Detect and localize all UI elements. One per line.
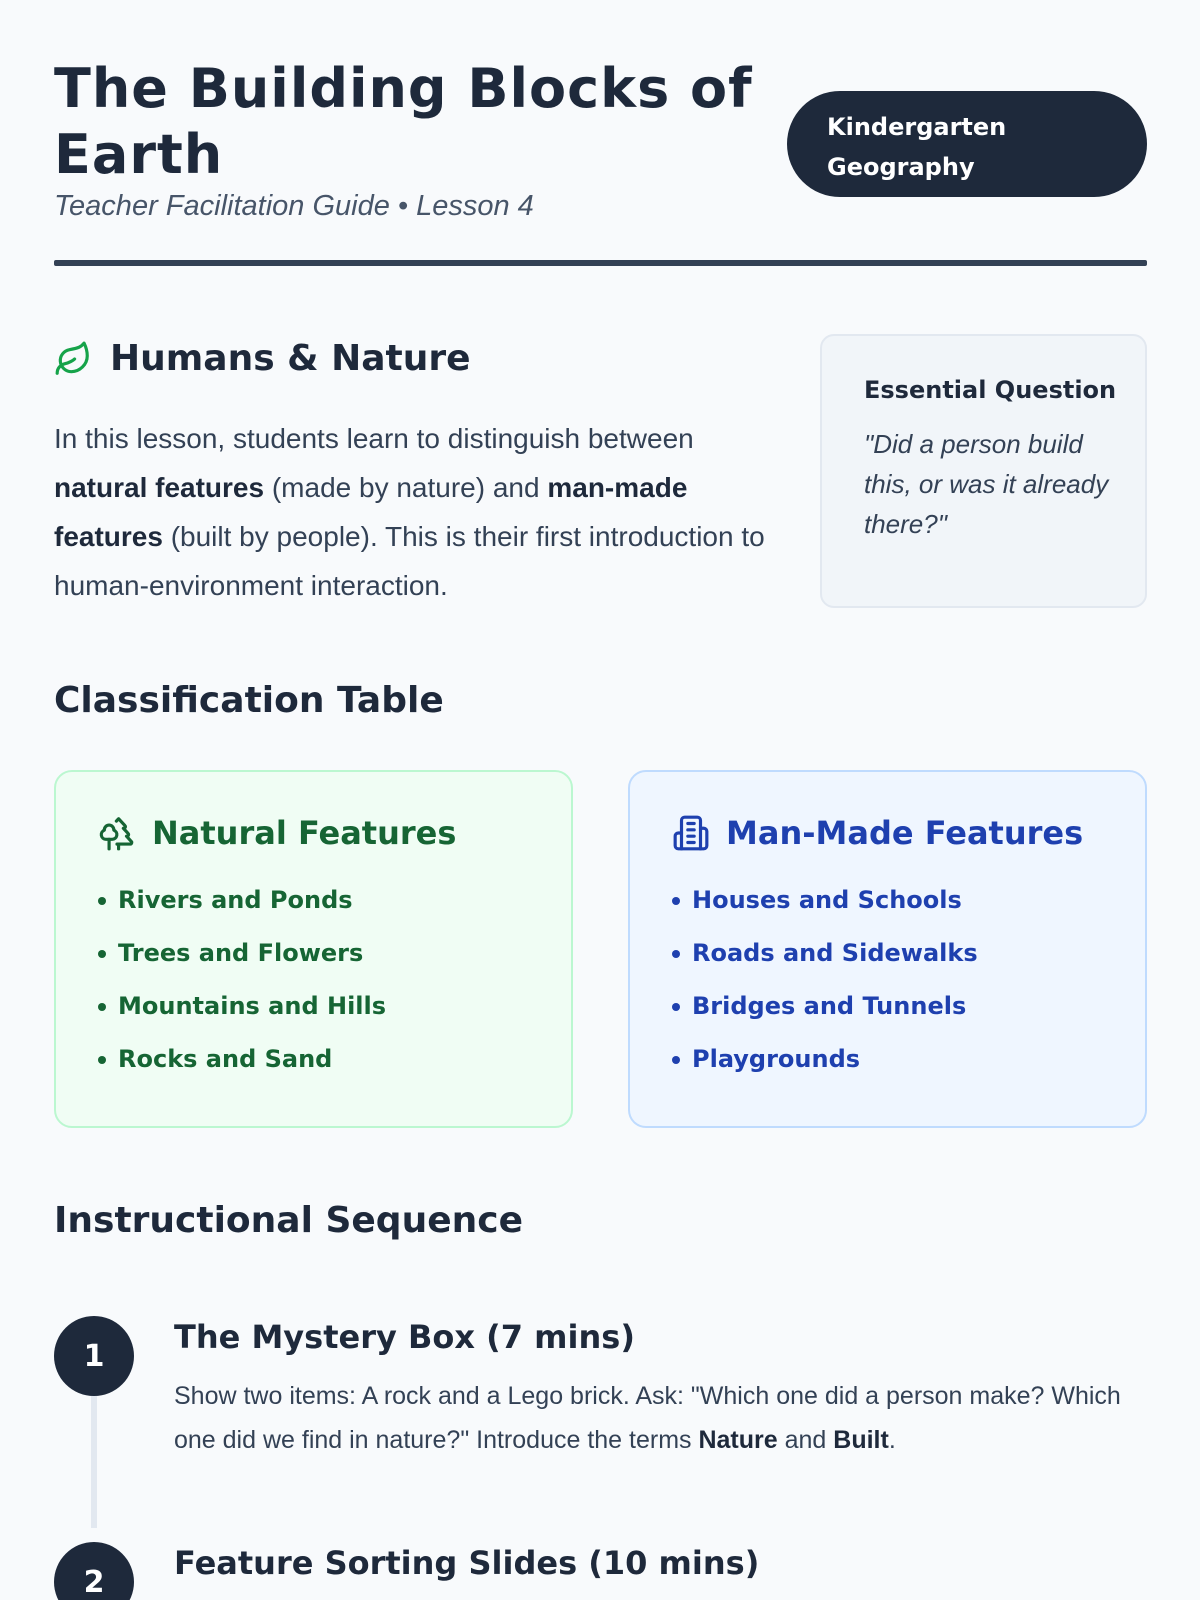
step-desc-text-1: Show two items: A rock and a Lego brick. Ask: "Which one did a person make? Which one did we find in nature?" Introduce the terms — [174, 1382, 1121, 1454]
sequence-heading: Instructional Sequence — [54, 1200, 524, 1241]
list-item — [98, 927, 571, 980]
intro-term-manmade: man-made features — [54, 472, 688, 552]
step-description-1 — [174, 1374, 1134, 1462]
step-number-2: 2 — [54, 1542, 134, 1600]
list-item-label: Trees and Flowers — [118, 939, 364, 967]
step-desc-text-3: . — [888, 1426, 896, 1454]
essential-question-title: Essential Question — [864, 376, 1117, 404]
header-divider — [54, 260, 1147, 266]
leaf-icon — [54, 340, 92, 378]
bullet-icon — [672, 1056, 680, 1064]
bullet-icon — [672, 897, 680, 905]
list-item — [672, 980, 1145, 1033]
manmade-features-list — [672, 874, 1145, 1086]
intro-paragraph — [54, 414, 774, 610]
list-item — [98, 980, 571, 1033]
manmade-features-header — [672, 814, 1145, 852]
list-item — [98, 1033, 571, 1086]
essential-question-text: "Did a person build this, or was it already there?" — [864, 429, 1109, 539]
list-item-label: Rocks and Sand — [118, 1045, 333, 1073]
badge-subject: Geography — [827, 153, 975, 181]
page-subtitle: Teacher Facilitation Guide • Lesson 4 — [54, 190, 534, 222]
bullet-icon — [98, 1056, 106, 1064]
step-desc-text-2: and — [777, 1426, 834, 1454]
manmade-features-title: Man-Made Features — [726, 814, 1084, 852]
step-title-1: The Mystery Box (7 mins) — [174, 1318, 635, 1356]
bullet-icon — [98, 950, 106, 958]
essential-question-box — [820, 334, 1147, 608]
intro-text-3: (built by people). This is their first introduction to human-environment interaction. — [54, 521, 765, 601]
intro-title: Humans & Nature — [110, 338, 471, 379]
list-item — [672, 1033, 1145, 1086]
list-item-label: Bridges and Tunnels — [692, 992, 967, 1020]
manmade-features-card — [628, 770, 1147, 1128]
step-term-nature: Nature — [698, 1426, 778, 1454]
grade-subject-badge — [787, 91, 1147, 197]
bullet-icon — [98, 897, 106, 905]
page-title: The Building Blocks of Earth — [54, 57, 753, 186]
step-number-1: 1 — [54, 1316, 134, 1396]
natural-features-card — [54, 770, 573, 1128]
bullet-icon — [672, 950, 680, 958]
badge-grade: Kindergarten — [827, 113, 1007, 141]
list-item — [98, 874, 571, 927]
intro-text-2: (made by nature) and — [264, 472, 548, 503]
classification-heading: Classification Table — [54, 680, 444, 721]
natural-features-header — [98, 814, 571, 852]
bullet-icon — [672, 1003, 680, 1011]
intro-heading — [54, 338, 471, 379]
building-icon — [672, 814, 710, 852]
natural-features-title: Natural Features — [152, 814, 457, 852]
list-item-label: Rivers and Ponds — [118, 886, 353, 914]
bullet-icon — [98, 1003, 106, 1011]
intro-term-natural: natural features — [54, 472, 265, 503]
intro-text-1: In this lesson, students learn to distinguish between — [54, 423, 694, 454]
trees-icon — [98, 814, 136, 852]
step-title-2: Feature Sorting Slides (10 mins) — [174, 1544, 760, 1582]
natural-features-list — [98, 874, 571, 1086]
step-connector — [91, 1394, 97, 1528]
list-item — [672, 874, 1145, 927]
list-item-label: Houses and Schools — [692, 886, 962, 914]
list-item-label: Mountains and Hills — [118, 992, 387, 1020]
step-term-built: Built — [833, 1426, 889, 1454]
list-item-label: Roads and Sidewalks — [692, 939, 978, 967]
list-item-label: Playgrounds — [692, 1045, 861, 1073]
list-item — [672, 927, 1145, 980]
